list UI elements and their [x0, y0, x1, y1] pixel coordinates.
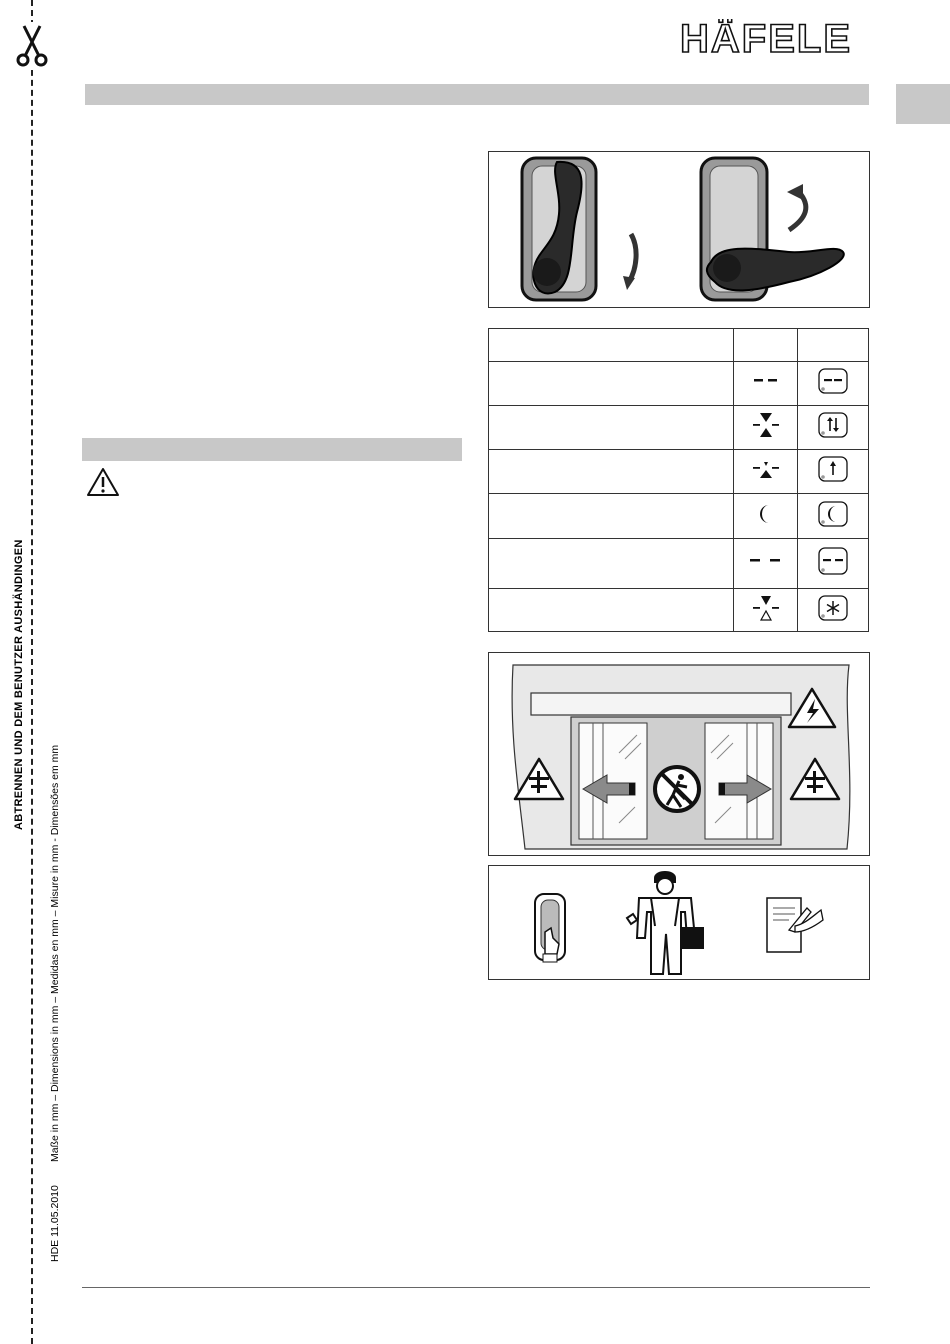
night-moon-icon [734, 494, 798, 539]
dimensions-note: Maße in mm – Dimensions in mm – Medidas en mm – Misure in mm - Dimensões em mm [49, 744, 61, 1162]
exit-only-icon [734, 450, 798, 494]
logo-text: HÄFELE [680, 19, 852, 55]
operating-modes-table [488, 328, 869, 632]
winter-mode-icon [734, 589, 798, 632]
table-row [489, 589, 869, 632]
cut-notice: ABTRENNEN UND DEM BENUTZER AUSHÄNDINGEN [13, 539, 25, 830]
handle-figure [488, 151, 870, 308]
footer-rule [82, 1287, 870, 1288]
display-exit-icon [798, 450, 869, 494]
technician-icon [627, 872, 703, 974]
display-off-icon [798, 362, 869, 406]
display-night-icon [798, 494, 869, 539]
table-row [489, 362, 869, 406]
section-bar [82, 438, 462, 461]
table-header-description [489, 329, 734, 362]
hafele-logo [662, 19, 870, 55]
table-row [489, 539, 869, 589]
table-header-symbol [734, 329, 798, 362]
documentation-icon [767, 898, 823, 952]
table-header-display [798, 329, 869, 362]
cut-line [31, 0, 33, 1344]
display-automatic-icon [798, 406, 869, 450]
no-pedestrian-icon [655, 767, 699, 811]
scissors-icon [12, 22, 52, 70]
maintenance-figure [488, 865, 870, 980]
table-row [489, 494, 869, 539]
side-tab [896, 84, 950, 124]
display-winter-icon [798, 589, 869, 632]
sliding-door-figure [488, 652, 870, 856]
header-bar [85, 84, 869, 105]
automatic-both-icon [734, 406, 798, 450]
permanent-open-icon [734, 539, 798, 589]
table-row [489, 450, 869, 494]
warning-triangle-icon [86, 467, 120, 502]
table-row [489, 406, 869, 450]
document-code: HDE 11.05.2010 [49, 1185, 61, 1262]
display-open-icon [798, 539, 869, 589]
switch-press-icon [535, 894, 565, 962]
off-dashes-icon [734, 362, 798, 406]
